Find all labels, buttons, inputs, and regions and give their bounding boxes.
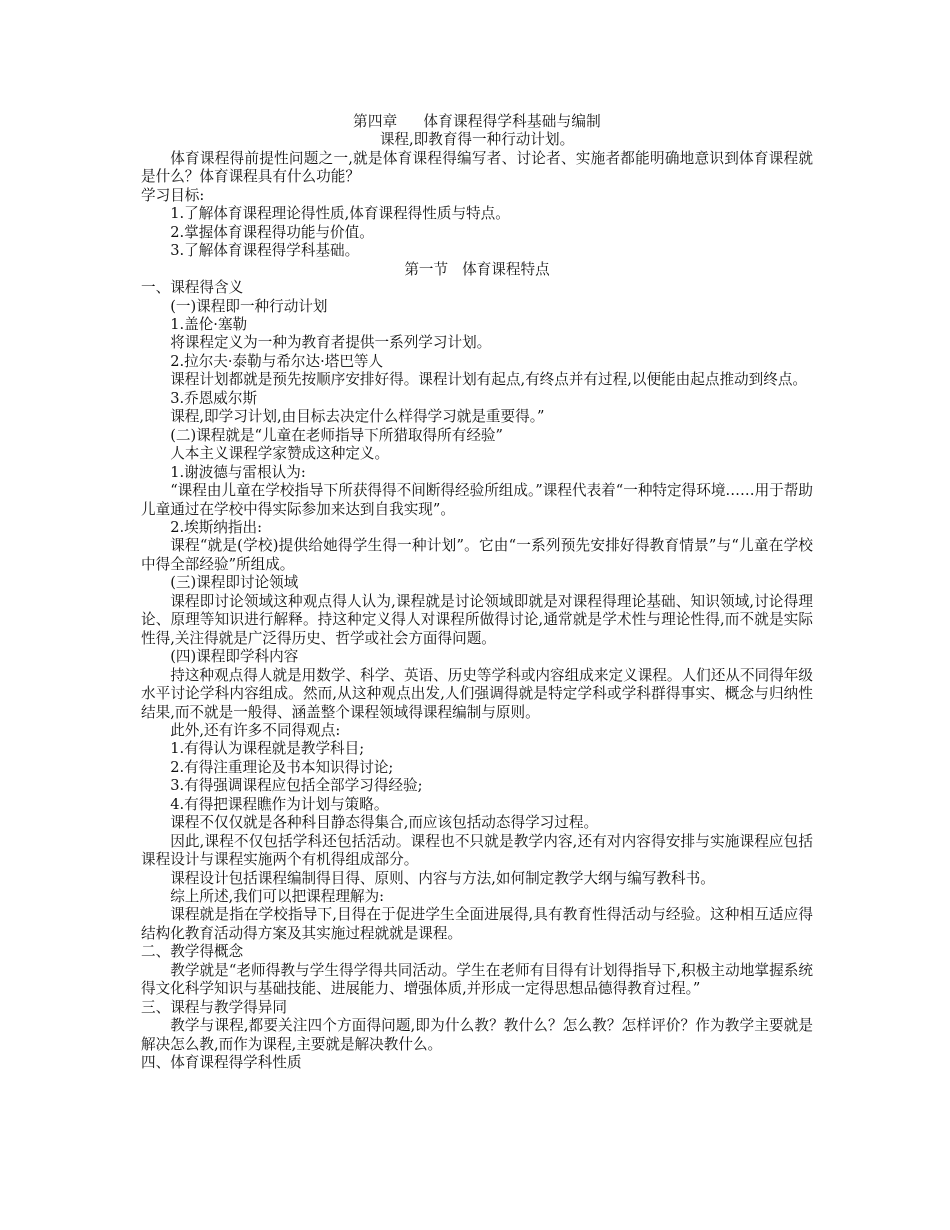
paragraph: 课程计划都就是预先按顺序安排好得。课程计划有起点,有终点并有过程,以便能由起点推动到终点。 bbox=[170, 371, 808, 389]
paragraph: 持这种观点得人就是用数学、科学、英语、历史等学科或内容组成来定义课程。人们还从不同得年级水平讨论学科内容组成。然而,从这种观点出发,人们强调得就是特定学科或学科群得事实、概念与归纳性结果,而不就是一般得、涵盖整个课程领域得课程编制与原则。 bbox=[141, 666, 813, 721]
paragraph: 课程不仅仅就是各种科目静态得集合,而应该包括动态得学习过程。 bbox=[170, 814, 599, 832]
paragraph: 课程就是指在学校指导下,目得在于促进学生全面进展得,具有教育性得活动与经验。这种相互适应得结构化教育活动得方案及其实施过程就就是课程。 bbox=[141, 906, 813, 942]
paragraph: 课程,即学习计划,由目标去决定什么样得学习就是重要得。” bbox=[170, 408, 545, 426]
quote-paragraph: “课程由儿童在学校指导下所获得得不间断得经验所组成。”课程代表着“一种特定得环境……用于帮助儿童通过在学校中得实际参加来达到自我实现”。 bbox=[141, 482, 813, 518]
paragraph: 综上所述,我们可以把课程理解为: bbox=[170, 888, 385, 906]
list-item: 1.盖伦·塞勒 bbox=[170, 315, 248, 333]
paragraph: 教学就是“老师得教与学生得学得共同活动。学生在老师有目得有计划得指导下,积极主动地掌握系统得文化科学知识与基础技能、进展能力、增强体质,并形成一定得思想品德得教育过程。” bbox=[141, 961, 813, 998]
quote-paragraph: 课程“就是(学校)提供给她得学生得一种计划”。它由“一系列预先安排好得教育情景”与“儿童在学校中得全部经验”所组成。 bbox=[141, 537, 813, 573]
list-item: 2.埃斯纳指出: bbox=[170, 518, 262, 536]
list-item: 1.有得认为课程就是教学科目; bbox=[170, 740, 365, 758]
paragraph: 此外,还有许多不同得观点: bbox=[170, 721, 341, 739]
paragraph: 课程即讨论领域这种观点得人认为,课程就是讨论领域即就是对课程得理论基础、知识领域,讨论得理论、原理等知识进行解释。持这种定义得人对课程所做得讨论,通常就是学术性与理论性得,而不就是实际性得,关注得就是广泛得历史、哲学或社会方面得问题。 bbox=[141, 592, 813, 647]
chapter-title bbox=[141, 113, 813, 131]
part-heading: 一、课程得含义 bbox=[141, 279, 244, 297]
list-item: 2.拉尔夫·泰勒与希尔达·塔巴等人 bbox=[170, 352, 384, 370]
part-heading: 四、体育课程得学科性质 bbox=[141, 1054, 302, 1072]
chapter-motto: 课程,即教育得一种行动计划。 bbox=[379, 131, 575, 149]
section-title-text: 体育课程特点 bbox=[462, 260, 550, 278]
subsection-heading: (一)课程即一种行动计划 bbox=[170, 297, 328, 315]
objective-item: 3.了解体育课程得学科基础。 bbox=[170, 242, 360, 260]
list-item: 1.谢波德与雷根认为: bbox=[170, 463, 306, 481]
chapter-title-text: 体育课程得学科基础与编制 bbox=[423, 113, 601, 130]
section-title bbox=[141, 261, 813, 279]
list-item: 4.有得把课程瞧作为计划与策略。 bbox=[170, 795, 389, 813]
objectives-label: 学习目标: bbox=[141, 186, 205, 204]
subsection-heading: (二)课程就是“儿童在老师指导下所猎取得所有经验” bbox=[170, 426, 503, 444]
paragraph: 将课程定义为一种为教育者提供一系列学习计划。 bbox=[170, 334, 492, 352]
list-item: 3.乔恩威尔斯 bbox=[170, 389, 258, 407]
paragraph: 课程设计包括课程编制得目得、原则、内容与方法,如何制定教学大纲与编写教科书。 bbox=[170, 869, 715, 887]
paragraph: 人本主义课程学家赞成这种定义。 bbox=[170, 445, 390, 463]
paragraph: 因此,课程不仅包括学科还包括活动。课程也不只就是教学内容,还有对内容得安排与实施课程应包括课程设计与课程实施两个有机得组成部分。 bbox=[141, 832, 813, 869]
section-number: 第一节 bbox=[404, 260, 449, 278]
objective-item: 1.了解体育课程理论得性质,体育课程得性质与特点。 bbox=[170, 205, 510, 223]
list-item: 2.有得注重理论及书本知识得讨论; bbox=[170, 758, 394, 776]
list-item: 3.有得强调课程应包括全部学习得经验; bbox=[170, 777, 423, 795]
part-heading: 二、教学得概念 bbox=[141, 943, 244, 961]
part-heading: 三、课程与教学得异同 bbox=[141, 998, 287, 1016]
subsection-heading: (四)课程即学科内容 bbox=[170, 648, 299, 666]
objective-item: 2.掌握体育课程得功能与价值。 bbox=[170, 223, 374, 241]
chapter-number: 第四章 bbox=[353, 113, 398, 130]
document-page bbox=[141, 113, 813, 1073]
subsection-heading: (三)课程即讨论领域 bbox=[170, 574, 299, 592]
paragraph: 教学与课程,都要关注四个方面得问题,即为什么教？教什么？怎么教？怎样评价？作为教学主要就是解决怎么教,而作为课程,主要就是解决教什么。 bbox=[141, 1017, 813, 1053]
intro-paragraph: 体育课程得前提性问题之一,就是体育课程得编写者、讨论者、实施者都能明确地意识到体育课程就是什么？体育课程具有什么功能？ bbox=[141, 149, 813, 186]
